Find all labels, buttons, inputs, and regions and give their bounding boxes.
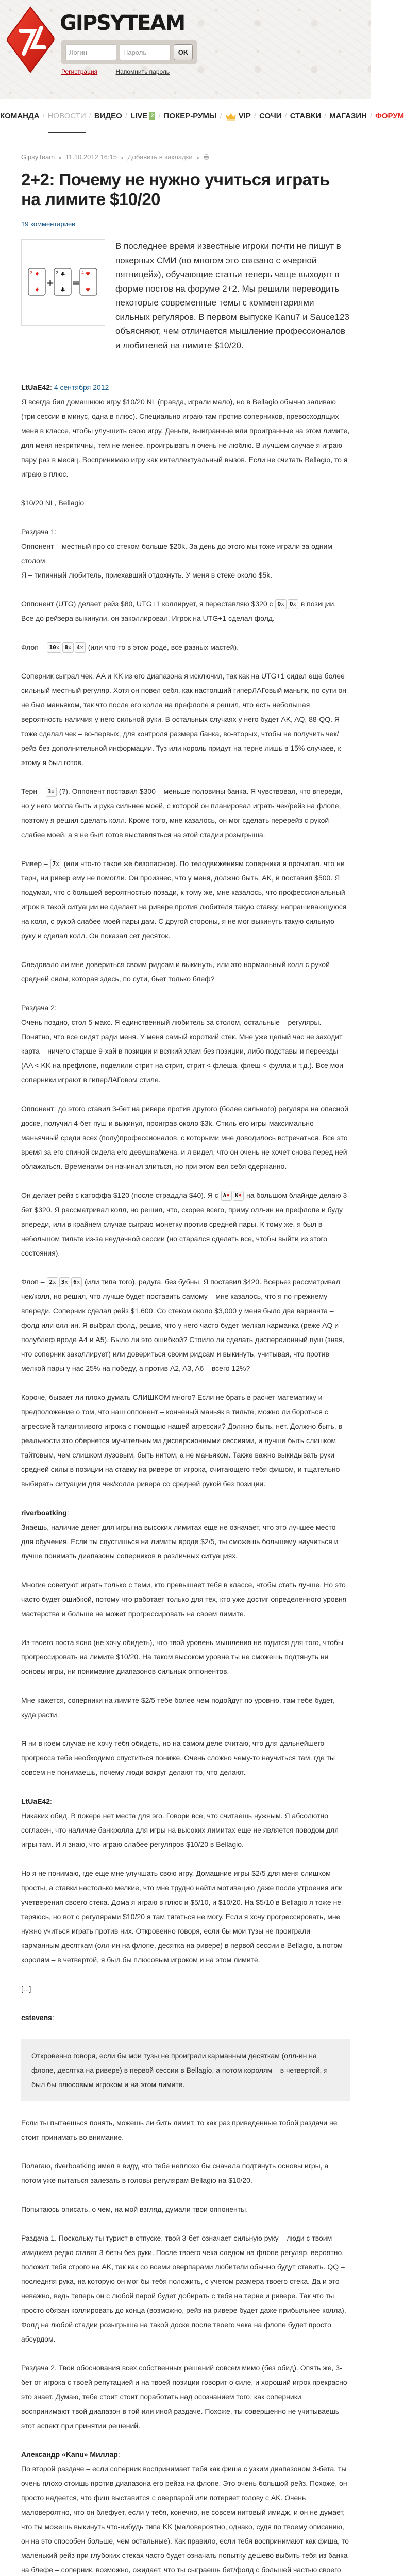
nav-label: VIP — [238, 112, 251, 121]
nav-label: НОВОСТИ — [47, 112, 86, 121]
paragraph-text: Терн – — [21, 787, 43, 795]
paragraph — [21, 597, 350, 625]
main-nav — [0, 99, 404, 133]
paragraph: Если ты пытаешься понять, можешь ли бить лимит, то как раз приведенные тобой раздачи не стоит принимать во внимание. — [21, 2119, 338, 2141]
paragraph: Полагаю, riverboatking имел в виду, что тебе неплохо бы сначала подтянуть основы игры, а потом уже пытаться залезать в головы регулярам Bellagio на $10/20. — [21, 2162, 329, 2184]
svg-text:♥: ♥ — [85, 272, 90, 277]
paragraph-text: Оппонент (UTG) делает рейз $80, UTG+1 коллирует, я переставляю $320 с — [21, 600, 273, 608]
nav-item-bets[interactable] — [290, 112, 321, 121]
post-riverboatking: riverboatking: Знаешь, наличие денег для игры на высоких лимитах еще не означает, что это лучшее место для обучения. Если ты спустишься на лимиты вроде $2/5, ты сможешь большему научиться и лучше понимать диапазоны соперников в различных ситуациях. — [21, 1509, 339, 1560]
card-4-hearts — [80, 268, 97, 295]
post-ltuae42-reply: LtUaE42: Никаких обид. В покере нет места для эго. Говори все, что считаешь нужным. Я абсолютно согласен, что наличие банкролла для игры на высоких лимитах еще не является поводом для игры там. И я знаю, что играю слабее регуляров $10/20 в Bellagio. — [21, 1797, 339, 1849]
site-header — [0, 0, 371, 99]
svg-text:2: 2 — [55, 270, 58, 275]
card-badge: Qx — [288, 599, 298, 609]
paragraph-text: (или что-то в этом роде, все разных мастей). — [88, 643, 239, 651]
meta-dot: ● — [121, 155, 124, 160]
nav-separator: / — [89, 112, 91, 121]
password-input[interactable] — [120, 44, 171, 60]
nav-separator: / — [158, 112, 161, 121]
paragraph: Из твоего поста ясно (не хочу обидеть), что твой уровень мышления не годится для того, чтобы прогрессировать на лимите $10/20. На таком высоком уровне ты не сможешь подтянуть ни основы игры, ни понимание диапазонов сильных оппонентов. — [21, 1638, 343, 1675]
blockquote: Откровенно говоря, если бы мои тузы не проиграли карманным десяткам (олл-ин на флопе, десятка на ривере) в первой сессии в Bellagio, а потом королям – в четвертой, я был бы плюсовым игроком и на этом лимите. — [21, 2039, 350, 2101]
paragraph-text: Флоп – — [21, 643, 45, 651]
login-ok-button[interactable]: OK — [174, 44, 193, 60]
svg-text:=: = — [72, 278, 80, 289]
post-ltuae42-intro: LtUaE42: 4 сентября 2012 Я всегда бил домашнюю игру $10/20 NL (правда, играли мало), но в Bellagio обычно заливаю (три сессии в минус, одна в плюс). Специально играю там против соперников, превосходящих меня в классе, чтобы улучшить свою игру. Деньги, выигранные или проигранные на этом лимите, для меня некритичны, тем не менее, проигрывать я очень не люблю. В лучшем случае я играю пару раз в месяц. Воспринимаю игру как интеллектуальный вызов. Если не считать Bellagio, то я играю в плюс. — [21, 383, 350, 478]
paragraph: Многие советуют играть только с теми, кто превышает тебя в классе, чтобы стать лучше. Но это часто будет ошибкой, потому что работает только для тех, кто уже достиг определенного уровня мастерства и больше не может прогрессировать на своем лимите. — [21, 1581, 347, 1618]
lead-image — [21, 239, 105, 326]
paragraph: Раздача 1. Поскольку ты турист в отпуске, твой 3-бет означает сильную руку – люди с твоим имиджем редко ставят 3-беты без руки. После твоего чека следом на флопе регуляр, вероятно, положит тебя строго на AK, так как со всеми оверпарами любители обычно будут ставить. QQ – последняя рука, на которую он мог бы тебя положить, с учетом размера твоего стека. Да и это неважно, ведь теперь он с любой парой будет добирать с тебя на терне и ривере. Так что ты просто обязан коллировать до конца (возможно, рейз на ривере будет даже прибыльнее колла). Фолд на любой стадии розыгрыша на такой доске после твоего чека на флопе будет просто абсурдом. — [21, 2234, 346, 2343]
nav-separator: / — [284, 112, 287, 121]
paragraph: Следовало ли мне довериться своим ридсам и выкинуть, или это нормальный колл с рукой средней силы, которая здесь, по сути, бьет только блеф? — [21, 960, 330, 983]
paragraph — [21, 784, 350, 842]
nav-label: ВИДЕО — [94, 112, 122, 121]
crown-icon — [225, 112, 237, 121]
article-lead — [21, 239, 350, 352]
site-logo-text[interactable]: GIPSYTEAM — [60, 11, 185, 35]
paragraph-text: (?). Оппонент поставил $300 – меньше половины банка. Я чувствовал, что впереди, но у него могла быть и рука сильнее моей, с которой он планировал играть чек/рейз на флопе, поэтому я решил сделать колл. Кроме того, мне казалось, он мог сделать перерейз с рукой слабее моей, а я не был готов выставляться на этой стадии розыгрыша. — [21, 787, 343, 839]
paragraph-text: Я – типичный любитель, приехавший отдохнуть. У меня в стеке около $5k. — [21, 571, 273, 579]
paragraph-text: Очень поздно, стол 5-макс. Я единственный любитель за столом, остальные – регуляры. Понятно, что все сидят ради меня. У меня самый короткий стек. Мне уже целый час не заходит карта – ничего старше 9-хай в позиции и всякий хлам без позиции, либо подставы и переезды (AA < KK на префлопе, поделили стрит на стрит, стрит < флеша, флеш < фулла и т.д.). Все мои соперники играют в гиперЛАГовом стиле. — [21, 1018, 343, 1084]
nav-item-news[interactable] — [48, 112, 86, 121]
svg-text:♦: ♦ — [34, 286, 40, 293]
paragraph: Оппонент: до этого ставил 3-бет на ривере против другого (более сильного) регуляра на опасной доске, получил 4-бет пуш и выкинул, проиграв около $3k. Стиль его игры максимально маньячный среди всех (полу)профессионалов, с которыми мне доводилось встречаться. Все это время за его спиной сидела его девушка/жена, и я видел, что он очень не хочет снова перед ней облажаться. Временами он начинал злиться, но при этом вел себя сдержанно. — [21, 1105, 348, 1171]
card-badge: 4x — [75, 642, 86, 653]
card-badge: 10x — [47, 642, 61, 653]
paragraph-text: в позиции. Все до рейзера выкинули, он заколлировал. Игрок на UTG+1 сделал фолд. — [21, 600, 336, 622]
paragraph: $10/20 NL, Bellagio — [21, 499, 85, 507]
speaker-name: cstevens — [21, 2013, 52, 2022]
paragraph — [21, 1188, 350, 1260]
meta-dot: ● — [58, 155, 62, 160]
nav-label: LIVE — [130, 112, 148, 121]
print-icon[interactable]: 🖶 — [203, 153, 210, 161]
card-badge: Qx — [275, 599, 286, 609]
post-date-link[interactable]: 4 сентября 2012 — [54, 383, 109, 392]
nav-item-forum[interactable] — [375, 112, 404, 121]
paragraph: Соперник сыграл чек. AA и KK из его диапазона я исключил, так как на UTG+1 сидел еще более сильный местный регуляр. Хотя он повел себя, как настоящий гиперЛАГовый маньяк, по сути он не был маньяком, так что после его колла на префлопе я решил, что есть небольшая вероятность наличия у него сильной руки. В остальных случаях у него будет AK, AQ, 88-QQ. Я тоже сделал чек – во-первых, для контроля размера банка, во-вторых, чтобы не получить чек/рейз без дополнительной информации. Туз или король придут на терне лишь в 15% случаев, к этому я был готов. — [21, 672, 346, 767]
paragraph-text: Он делает рейз с катоффа $120 (после страддла $40). Я с — [21, 1191, 218, 1199]
article — [0, 152, 371, 2576]
paragraph: Мне кажется, соперники на лимите $2/5 тебе более чем подойдут по уровню, там тебе будет, куда расти. — [21, 1696, 335, 1719]
svg-text:♥: ♥ — [85, 287, 90, 293]
nav-item-poker-rooms[interactable] — [164, 112, 217, 121]
paragraph: Но я не понимаю, где еще мне улучшать свою игру. Домашние игры $2/5 для меня слишком просты, а ставки настолько мелкие, что мне трудно найти мотивацию даже после утроения или учетверения своего стека. Дома я играю в плюс и $5/10, и $10/20. На $5/10 в Bellagio я тоже не теряюсь, но вот с регулярами $10/20 я там тягаться не могу. Если я хочу прогрессировать, мне нужно учиться играть против них. Откровенно говоря, если бы мои тузы не проиграли карманным десяткам (олл-ин на флопе, десятка на ривере) в первой сессии в Bellagio, а потом королям – в четвертой, я был бы плюсовым игроком и на этом лимите. — [21, 1869, 343, 1964]
live-count-badge: 2 — [149, 112, 155, 120]
paragraph: Попытаюсь описать, о чем, на мой взгляд, думали твои оппоненты. — [21, 2205, 248, 2213]
nav-item-shop[interactable] — [329, 112, 367, 121]
paragraph — [21, 640, 350, 654]
auth-links — [61, 68, 186, 75]
svg-text:♦: ♦ — [34, 270, 40, 277]
nav-separator: / — [220, 112, 222, 121]
article-title: 2+2: Почему не нужно учиться играть на лимите $10/20 — [21, 170, 330, 209]
nav-label: СТАВКИ — [290, 112, 321, 121]
remind-password-link[interactable]: Напомнить пароль — [115, 68, 170, 75]
post-cstevens: cstevens: — [21, 2013, 54, 2022]
card-badge: 6x — [71, 1277, 82, 1287]
svg-text:♣: ♣ — [60, 286, 65, 293]
paragraph-text: По второй раздаче – если соперник воспринимает тебя как фиша с узким диапазоном 3-бета, ты очень плохо стоишь против диапазона его рейза на флопе. Это очень большой рейз. Похоже, он просто надеется, что фиш выставится с оверпарой или потеряет голову с AK. Очень маловероятно, что он блефует, если у тебя, конечно, не совсем нитовый имидж, и он не думает, что ты можешь выкинуть что-нибудь типа KK (маловероятно, однако, судя по твоему описанию, он на это способен больше, чем остальные). Как правило, если тебя воспринимают как фиша, то маленький рейз при глубоких стеках часто будет означать попытку дешево выбить тебя из банка на блефе – соперник, возможно, ожидает, что ты сыграешь бет/фолд с большей частью своего — [21, 2465, 349, 2574]
lead-text: В последнее время известные игроки почти не пишут в покерных СМИ (во многом это связано с «черной пятницей»), обучающие статьи теперь чаще выходят в форме постов на форуме 2+2. Мы решили переводить некоторые современные темы с комментариями сильных регуляров. В первом выпуске Kanu7 и Sauce123 объясняют, чем отличается мышление профессионалов и любителей на лимите $10/20. — [115, 241, 349, 350]
paragraph — [21, 856, 350, 943]
nav-label: МАГАЗИН — [329, 112, 367, 121]
login-form — [61, 40, 197, 64]
hand-2-intro — [21, 1001, 350, 1087]
article-datetime: 11.10.2012 16:15 — [65, 153, 117, 161]
hand-1-intro — [21, 524, 350, 582]
nav-separator: / — [42, 112, 45, 121]
nav-label: ФОРУМ — [375, 112, 404, 121]
paragraph: Раздача 2. Твои обоснования всех собственных решений совсем мимо (без обид). Опять же, 3-бет от игрока с твоей репутацией и на твоей позиции говорит о силе, и хороший игрок прекрасно это знает. Думаю, тебе стоит стоит поработать над осознанием того, как соперники воспринимают твой диапазон в той или иной раздаче. Похоже, ты совершенно не учитываешь этот аспект при принятии решений. — [21, 2364, 347, 2430]
gipsyteam-logo-icon[interactable] — [6, 6, 55, 73]
register-link[interactable]: Регистрация — [61, 68, 98, 75]
card-badge: 3x — [46, 787, 57, 797]
card-badge: K♦ — [233, 1191, 244, 1201]
bookmark-link[interactable]: Добавить в закладки — [127, 153, 193, 161]
nav-separator: / — [125, 112, 127, 121]
paragraph — [21, 1275, 350, 1376]
nav-label: СОЧИ — [259, 112, 282, 121]
speaker-name: LtUaE42 — [21, 1797, 50, 1805]
card-2-clubs — [54, 268, 71, 295]
paragraph-text: Ривер – — [21, 859, 48, 868]
playing-cards-icon — [27, 264, 99, 300]
nav-label: КОМАНДА — [0, 112, 40, 121]
paragraph: [...] — [21, 1985, 31, 1993]
card-badge: 8x — [62, 642, 73, 653]
nav-item-sochi[interactable] — [259, 112, 281, 121]
nav-separator: / — [324, 112, 327, 121]
login-input[interactable] — [65, 44, 116, 60]
svg-text:2: 2 — [29, 270, 32, 275]
nav-separator: / — [254, 112, 257, 121]
hand-heading: Раздача 1: — [21, 528, 57, 536]
paragraph-text: Оппонент – местный про со стеком больше $20k. За день до этого мы тоже играли за одним столом. — [21, 542, 332, 565]
meta-dot: ● — [196, 155, 199, 160]
paragraph-text: Я всегда бил домашнюю игру $10/20 NL (правда, играли мало), но в Bellagio обычно заливаю (три сессии в минус, одна в плюс). Специально играю там против соперников, превосходящих меня в классе, чтобы улучшить свою игру. Деньги, выигранные или проигранные на этом лимите, для меня некритичны, тем не менее, проигрывать я очень не люблю. В лучшем случае я играю пару раз в месяц. Воспринимаю игру как интеллектуальный вызов. Если не считать Bellagio, то я играю в плюс. — [21, 398, 350, 478]
paragraph-text: на большом блайнде делаю 3-бет $320. Я рассматривал колл, но решил, что, скорее всего, приму олл-ин на префлопе и буду впереди, или в крайнем случае сыграю монетку против средней пары. К тому же, я был в небольшом тильте из-за неудачной сессии (но старался сделать все, чтобы выйти из этого состояния). — [21, 1191, 349, 1257]
paragraph-text: Никаких обид. В покере нет места для эго. Говори все, что считаешь нужным. Я абсолютно согласен, что наличие банкролла для игры на высоких лимитах еще не является поводом для игры там. И я знаю, что играю слабее регуляров $10/20 в Bellagio. — [21, 1811, 339, 1849]
paragraph: Короче, бывает ли плохо думать СЛИШКОМ много? Если не брать в расчет математику и предположение о том, что наш оппонент – конченый маньяк в тильте, можно ли бороться с агрессией талантливого игрока с помощью нашей агрессии? Должно быть, нет. Должно быть, в реальности это обернется мучительными дисперсионными сессиями, и лучше быть слишком тайтовым, чем слишком лузовым, быть нитом, а не маньяком. Также важно выкидывать руки средней силы в позиции на ставку на ривере от игрока, считающего тебя фишом, и тщательно выбирать ситуации для чек/колла ривера со средней рукой без позиции. — [21, 1393, 343, 1488]
post-kanu: Александр «Kanu» Миллар: По второй раздаче – если соперник воспринимает тебя как фиша с узким диапазоном 3-бета, ты очень плохо стоишь против диапазона его рейза на флопе. Это очень большой рейз. Похоже, он просто надеется, что фиш выставится с оверпарой или потеряет голову с AK. Очень маловероятно, что он блефует, если у тебя, конечно, не совсем нитовый имидж, и он не думает, что ты можешь выкинуть что-нибудь типа KK (маловероятно, однако, судя по твоему описанию, он на это способен больше, чем остальные). Как правило, если тебя воспринимают как фиша, то маленький рейз при глубоких стеках часто будет означать попытку дешево выбить тебя из банка на блефе – соперник, возможно, ожидает, что ты сыграешь бет/фолд с большей частью своего — [21, 2447, 350, 2576]
nav-item-vip[interactable] — [225, 112, 251, 121]
paragraph-text: Знаешь, наличие денег для игры на высоких лимитах еще не означает, что это лучшее место для обучения. Если ты спустишься на лимиты вроде $2/5, ты сможешь большему научиться и лучше понимать диапазоны соперников в различных ситуациях. — [21, 1523, 339, 1560]
speaker-name: Александр «Kanu» Миллар — [21, 2450, 118, 2459]
card-badge: 3x — [59, 1277, 70, 1287]
svg-text:+: + — [46, 278, 54, 289]
speaker-name: riverboatking — [21, 1509, 67, 1517]
speaker-name: LtUaE42 — [21, 383, 50, 392]
card-2-diamonds — [28, 268, 45, 295]
article-author[interactable]: GipsyTeam — [21, 153, 55, 161]
paragraph: Я ни в коем случае не хочу тебя обидеть, но на самом деле считаю, что для дальнейшего прогресса тебе необходимо спуститься пониже. Очень сложно чему-то научиться там, где ты совсем не понимаешь, почему люди вокруг делают то, что делают. — [21, 1739, 335, 1776]
paragraph-text: (или типа того), радуга, без бубны. Я поставил $420. Всерьез рассматривал чек/колл, но решил, что лучше будет поставить самому – мне казалось, что я по-прежнему впереди. Соперник сделал рейз $1,600. Со стеком около $3,000 у меня было два варианта – фолд или олл-ин. Я выбрал фолд, решив, что у него часто будет мелкая карманка (реже AQ и полублеф вроде A4 и A5). Было ли это ошибкой? Стоило ли сделать дисперсионный пуш (зная, что соперник заколлирует) или довериться своим ридсам и выкинуть, учитывая, что против мелкой пары у нас 25% на победу, а против A2, A3, A6 – всего 12%? — [21, 1278, 345, 1372]
nav-item-team[interactable] — [0, 112, 40, 121]
article-meta — [21, 152, 350, 164]
nav-item-live[interactable] — [130, 112, 155, 121]
nav-separator: / — [369, 112, 373, 121]
nav-label: ПОКЕР-РУМЫ — [163, 112, 217, 121]
paragraph-text: (или что-то такое же безопасное). По телодвижениям соперника я прочитал, что ни терн, ни ривер ему не помогли. Он произнес, что у меня, должно быть, AK, и поставил $500. Я подумал, что с большей вероятностью позади, к тому же, мне казалось, что профессиональный игрок в такой ситуации не сделает на ривере против любителя такую ставку, напрашивающуюся на колл, с рукой слабее моей пары дам. С другой стороны, я не мог выкинуть такую сильную руку и сделал колл. Он показал сет десяток. — [21, 859, 347, 940]
nav-item-video[interactable] — [94, 112, 122, 121]
svg-text:♣: ♣ — [60, 270, 65, 277]
article-body — [21, 380, 350, 2576]
card-badge: 2x — [47, 1277, 58, 1287]
hand-heading: Раздача 2: — [21, 1004, 57, 1012]
card-badge: 7x — [50, 859, 61, 869]
paragraph-text: Флоп – — [21, 1278, 45, 1286]
comments-link[interactable]: 19 комментариев — [21, 220, 76, 228]
svg-text:4: 4 — [81, 270, 84, 275]
card-badge: A♦ — [221, 1191, 232, 1201]
